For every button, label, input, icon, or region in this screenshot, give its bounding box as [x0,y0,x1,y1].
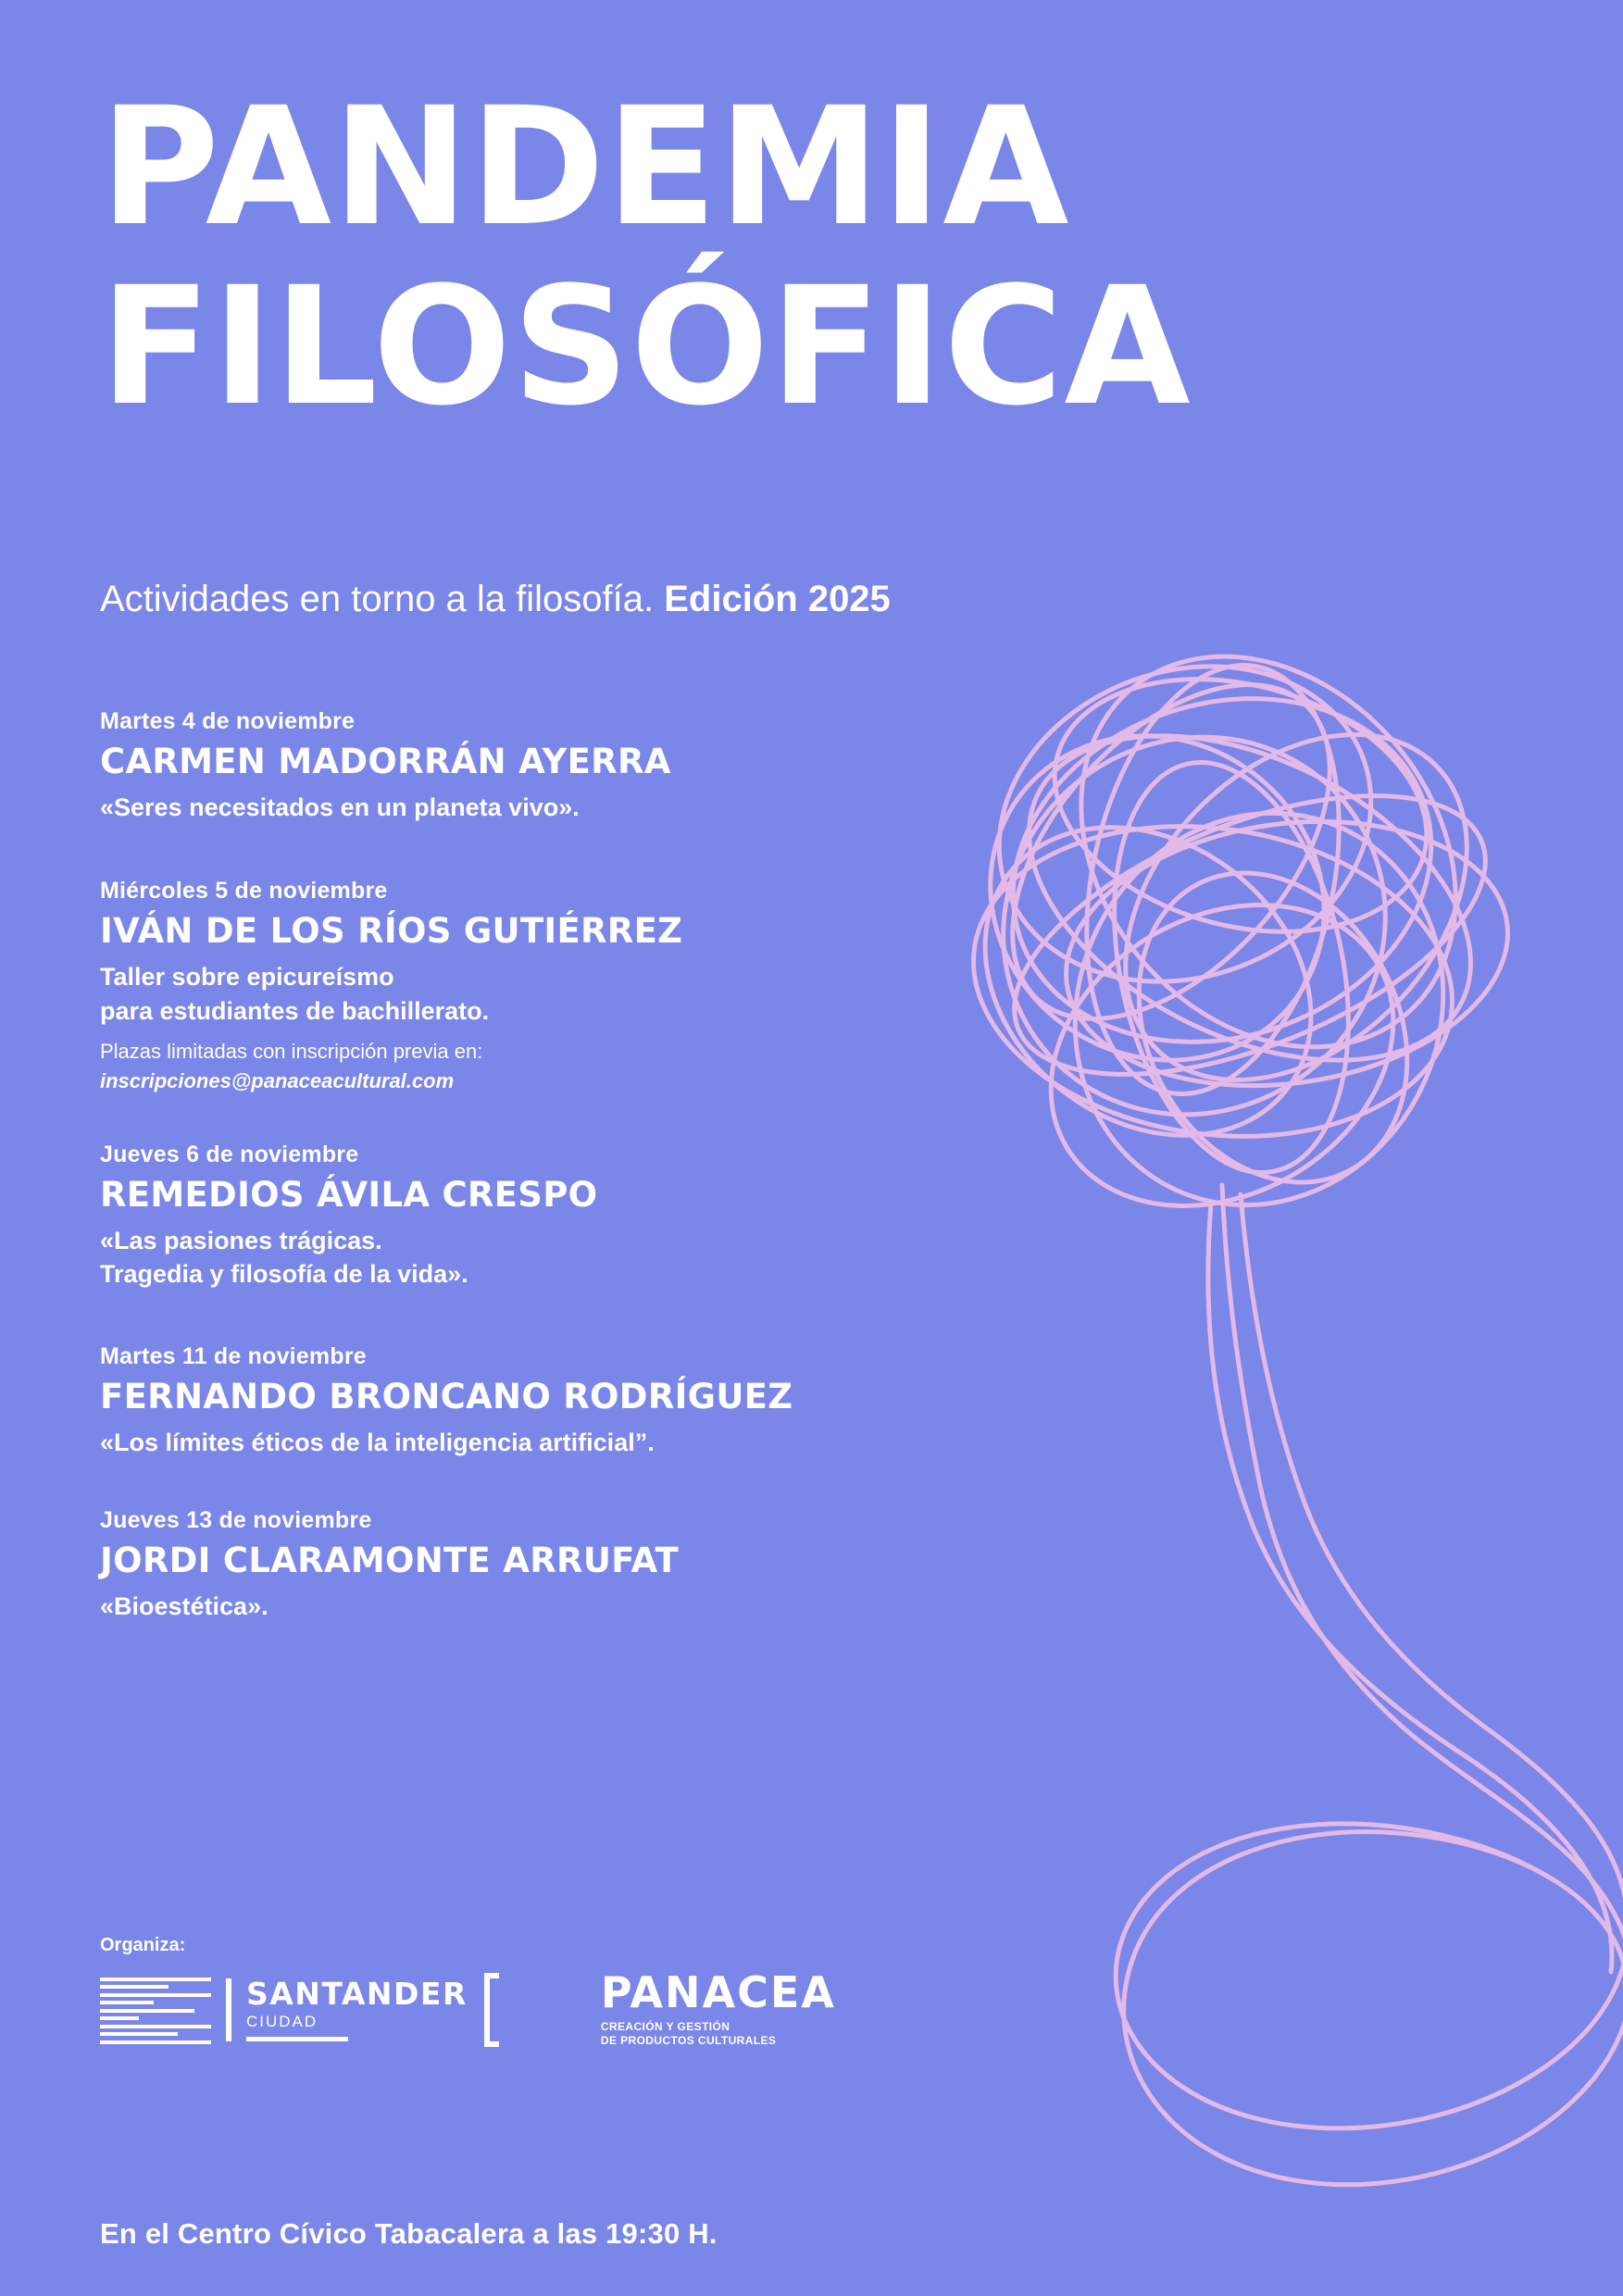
event-item [100,1507,905,1623]
santander-bracket-icon [484,1973,499,2047]
organizers-block [100,1935,841,2048]
organizer-logos [100,1967,841,2048]
santander-wordmark [246,1975,468,2041]
event-note: Plazas limitadas con inscripción previa en: [100,1040,483,1064]
poster-subtitle [100,579,891,620]
scribble-illustration [852,593,1623,2277]
subtitle-regular: Actividades en torno a la filosofía. [100,579,655,619]
event-speaker: CARMEN MADORRÁN AYERRA [100,742,671,781]
event-description-line: Tragedia y filosofía de la vida». [100,1260,468,1289]
event-date: Martes 11 de noviembre [100,1342,367,1369]
event-item [100,708,905,824]
event-date: Martes 4 de noviembre [100,708,356,734]
panacea-tagline-line-2: DE PRODUCTOS CULTURALES [600,2034,777,2047]
event-description-line: «Bioestética». [100,1592,268,1621]
title-line-2: FILOSÓFICA [100,252,1192,443]
santander-bars-icon [100,1976,211,2044]
santander-divider [226,1978,231,2041]
event-description-line: para estudiantes de bachillerato. [100,996,490,1025]
title-line-1: PANDEMIA [100,72,1070,262]
event-date: Jueves 13 de noviembre [100,1507,372,1534]
santander-ciudad-logo [100,1975,499,2045]
event-item [100,1343,905,1459]
santander-rule [246,2037,348,2041]
event-speaker: REMEDIOS ÁVILA CRESPO [100,1174,598,1215]
event-description-line: «Seres necesitados en un planeta vivo». [100,793,580,821]
event-description-line: «Las pasiones trágicas. [100,1226,382,1254]
event-description-line: Taller sobre epicureísmo [100,963,394,992]
event-speaker: JORDI CLARAMONTE ARRUFAT [100,1541,680,1581]
santander-name: SANTANDER [246,1975,468,2012]
subtitle-edition: Edición 2025 [664,579,891,619]
santander-subtitle: CIUDAD [246,2012,318,2030]
panacea-logo [600,1967,836,2048]
venue-footer: En el Centro Cívico Tabacalera a las 19:30 H. [100,2217,718,2250]
event-speaker: IVÁN DE LOS RÍOS GUTIÉRREZ [100,911,683,952]
event-date: Miércoles 5 de noviembre [100,878,388,905]
organizers-label: Organiza: [100,1935,186,1955]
events-list [100,708,905,1624]
page-title [100,72,1396,443]
event-email[interactable]: inscripciones@panaceacultural.com [100,1068,455,1092]
event-item [100,878,905,1092]
panacea-name: PANACEA [600,1967,836,2017]
event-speaker: FERNANDO BRONCANO RODRÍGUEZ [100,1376,793,1416]
event-date: Jueves 6 de noviembre [100,1141,359,1167]
event-item [100,1142,905,1292]
event-description-line: «Los límites éticos de la inteligencia artificial”. [100,1428,655,1456]
panacea-tagline-line-1: CREACIÓN Y GESTIÓN [600,2020,730,2033]
